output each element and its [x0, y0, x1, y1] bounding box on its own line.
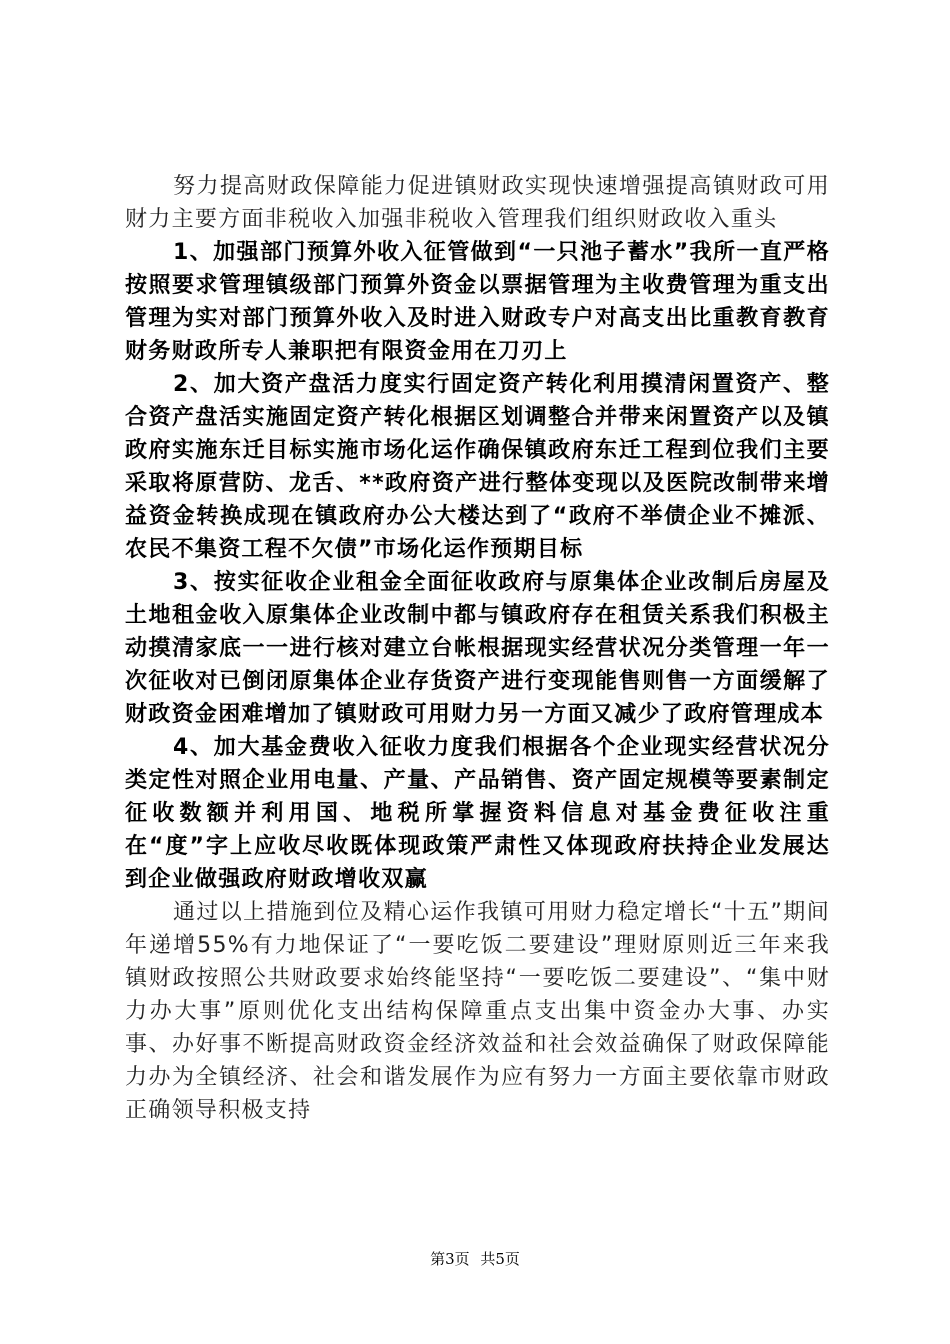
paragraph-intro: 努力提高财政保障能力促进镇财政实现快速增强提高镇财政可用财力主要方面非税收入加强非税收入管理我们组织财政收入重头 — [125, 174, 830, 232]
page-total: 共5页 — [480, 1250, 520, 1268]
paragraph-item-2: 2、加大资产盘活力度实行固定资产转化利用摸清闲置资产、整合资产盘活实施固定资产转化根据区划调整合并带来闲置资产以及镇政府实施东迁目标实施市场化运作确保镇政府东迁工程到位我们主要采取将原营防、龙舌、**政府资产进行整体变现以及医院改制带来增益资金转换成现在镇政府办公大楼达到了“政府不举债企业不摊派、农民不集资工程不欠债”市场化运作预期目标 — [125, 372, 830, 562]
paragraph-item-3: 3、按实征收企业租金全面征收政府与原集体企业改制后房屋及土地租金收入原集体企业改制中都与镇政府存在租赁关系我们积极主动摸清家底一一进行核对建立台帐根据现实经营状况分类管理一年一次征收对已倒闭原集体企业存货资产进行变现能售则售一方面缓解了财政资金困难增加了镇财政可用财力另一方面又减少了政府管理成本 — [125, 570, 830, 727]
document-body — [125, 170, 830, 1127]
paragraph-summary: 通过以上措施到位及精心运作我镇可用财力稳定增长“十五”期间年递增55%有力地保证了“一要吃饭二要建设”理财原则近三年来我镇财政按照公共财政要求始终能坚持“一要吃饭二要建设”、“集中财力办大事”原则优化支出结构保障重点支出集中资金办大事、办实事、办好事不断提高财政资金经济效益和社会效益确保了财政保障能力办为全镇经济、社会和谐发展作为应有努力一方面主要依靠市财政正确领导积极支持 — [125, 900, 830, 1123]
paragraph-item-1: 1、加强部门预算外收入征管做到“一只池子蓄水”我所一直严格按照要求管理镇级部门预算外资金以票据管理为主收费管理为重支出管理为实对部门预算外收入及时进入财政专户对高支出比重教育教育财务财政所专人兼职把有限资金用在刀刃上 — [125, 240, 830, 364]
page-number: 第3页 — [430, 1250, 470, 1268]
page-footer — [0, 1248, 950, 1269]
paragraph-item-4: 4、加大基金费收入征收力度我们根据各个企业现实经营状况分类定性对照企业用电量、产量、产品销售、资产固定规模等要素制定征收数额并利用国、地税所掌握资料信息对基金费征收注重在“度”字上应收尽收既体现政策严肃性又体现政府扶持企业发展达到企业做强政府财政增收双赢 — [125, 735, 830, 892]
